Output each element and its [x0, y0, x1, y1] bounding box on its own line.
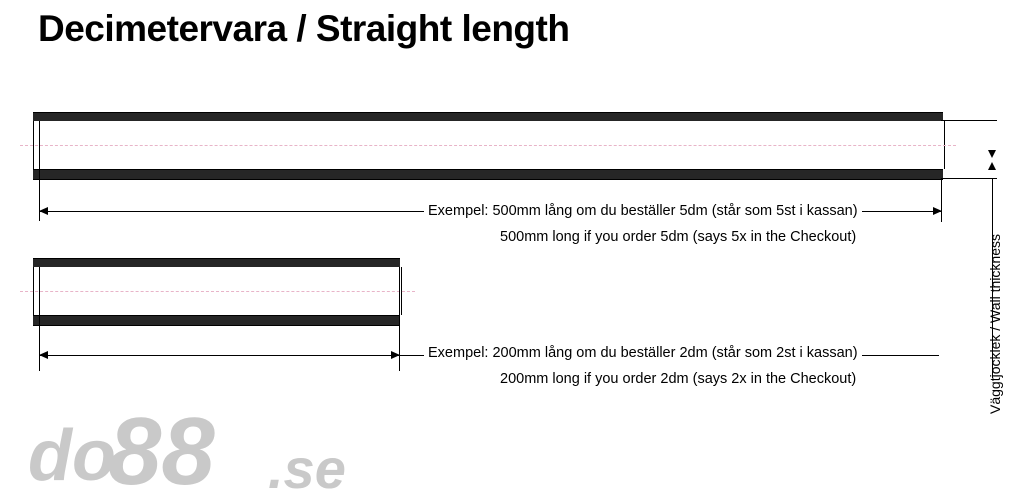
long-tube-caption-sv: Exempel: 500mm lång om du beställer 5dm (står som 5st i kassan)	[424, 203, 862, 219]
page-title: Decimetervara / Straight length	[38, 8, 570, 49]
short-tube-centerline	[20, 291, 415, 292]
wall-thickness-label: Väggtjocklek / Wall thickness	[987, 234, 1003, 414]
long-dim-witness-right	[941, 178, 942, 222]
do88-logo	[28, 402, 448, 500]
svg-text:88: 88	[108, 402, 215, 500]
wall-thickness-arrow-bottom	[988, 162, 996, 170]
short-tube-caption-en: 200mm long if you order 2dm (says 2x in the Checkout)	[496, 371, 860, 387]
short-dim-arrow-left	[39, 351, 48, 359]
long-dim-arrow-left	[39, 207, 48, 215]
short-tube-bottom-wall	[33, 315, 400, 326]
svg-text:.se: .se	[268, 437, 346, 500]
long-dim-arrow-right	[933, 207, 942, 215]
short-tube-caption-sv: Exempel: 200mm lång om du beställer 2dm (står som 2st i kassan)	[424, 345, 862, 361]
wall-thickness-ext-bottom	[941, 178, 997, 179]
long-tube-caption-en: 500mm long if you order 5dm (says 5x in the Checkout)	[496, 229, 860, 245]
long-tube-bottom-wall	[33, 169, 943, 180]
wall-thickness-ext-top	[941, 120, 997, 121]
short-dim-arrow-right	[391, 351, 400, 359]
long-dim-witness-left	[39, 121, 40, 221]
svg-text:do: do	[28, 416, 116, 496]
long-tube-centerline	[20, 145, 956, 146]
wall-thickness-arrow-top	[988, 150, 996, 158]
